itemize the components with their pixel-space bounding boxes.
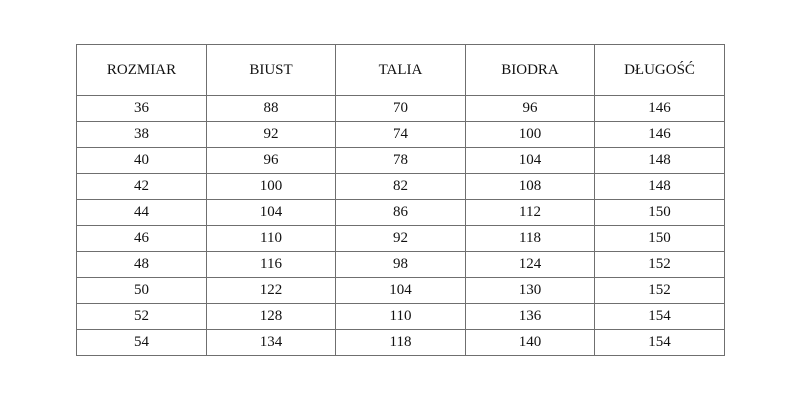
cell-biust: 92 (207, 122, 336, 148)
cell-biodra: 140 (466, 330, 595, 356)
cell-talia: 74 (336, 122, 466, 148)
cell-dlugosc: 146 (595, 96, 725, 122)
cell-biust: 116 (207, 252, 336, 278)
cell-dlugosc: 154 (595, 304, 725, 330)
cell-dlugosc: 150 (595, 200, 725, 226)
table-row (77, 200, 725, 226)
table-row (77, 122, 725, 148)
cell-talia: 86 (336, 200, 466, 226)
cell-rozmiar: 50 (77, 278, 207, 304)
cell-biodra: 96 (466, 96, 595, 122)
table-row (77, 252, 725, 278)
cell-rozmiar: 42 (77, 174, 207, 200)
cell-rozmiar: 40 (77, 148, 207, 174)
table-body (77, 96, 725, 356)
cell-biust: 104 (207, 200, 336, 226)
cell-biodra: 136 (466, 304, 595, 330)
table-row (77, 330, 725, 356)
table-header (77, 45, 725, 96)
cell-biust: 110 (207, 226, 336, 252)
table-row (77, 278, 725, 304)
cell-biodra: 108 (466, 174, 595, 200)
cell-biodra: 104 (466, 148, 595, 174)
cell-rozmiar: 52 (77, 304, 207, 330)
cell-biust: 100 (207, 174, 336, 200)
cell-biust: 134 (207, 330, 336, 356)
cell-rozmiar: 46 (77, 226, 207, 252)
cell-biust: 96 (207, 148, 336, 174)
cell-biodra: 130 (466, 278, 595, 304)
cell-rozmiar: 54 (77, 330, 207, 356)
cell-dlugosc: 150 (595, 226, 725, 252)
cell-dlugosc: 152 (595, 252, 725, 278)
cell-dlugosc: 146 (595, 122, 725, 148)
cell-dlugosc: 152 (595, 278, 725, 304)
cell-rozmiar: 36 (77, 96, 207, 122)
cell-biust: 88 (207, 96, 336, 122)
cell-biodra: 100 (466, 122, 595, 148)
table-row (77, 174, 725, 200)
header-dlugosc: DŁUGOŚĆ (595, 45, 725, 96)
cell-biodra: 118 (466, 226, 595, 252)
size-chart-table (76, 44, 725, 356)
header-biust: BIUST (207, 45, 336, 96)
cell-talia: 98 (336, 252, 466, 278)
cell-dlugosc: 154 (595, 330, 725, 356)
cell-rozmiar: 44 (77, 200, 207, 226)
cell-biodra: 124 (466, 252, 595, 278)
cell-talia: 118 (336, 330, 466, 356)
cell-biodra: 112 (466, 200, 595, 226)
cell-biust: 128 (207, 304, 336, 330)
cell-talia: 78 (336, 148, 466, 174)
table-row (77, 148, 725, 174)
header-rozmiar: ROZMIAR (77, 45, 207, 96)
cell-talia: 110 (336, 304, 466, 330)
table-row (77, 304, 725, 330)
table-row (77, 96, 725, 122)
header-biodra: BIODRA (466, 45, 595, 96)
cell-dlugosc: 148 (595, 174, 725, 200)
cell-rozmiar: 48 (77, 252, 207, 278)
header-talia: TALIA (336, 45, 466, 96)
cell-talia: 104 (336, 278, 466, 304)
cell-talia: 70 (336, 96, 466, 122)
cell-biust: 122 (207, 278, 336, 304)
cell-rozmiar: 38 (77, 122, 207, 148)
cell-talia: 92 (336, 226, 466, 252)
cell-talia: 82 (336, 174, 466, 200)
table-row (77, 226, 725, 252)
cell-dlugosc: 148 (595, 148, 725, 174)
header-row (77, 45, 725, 96)
